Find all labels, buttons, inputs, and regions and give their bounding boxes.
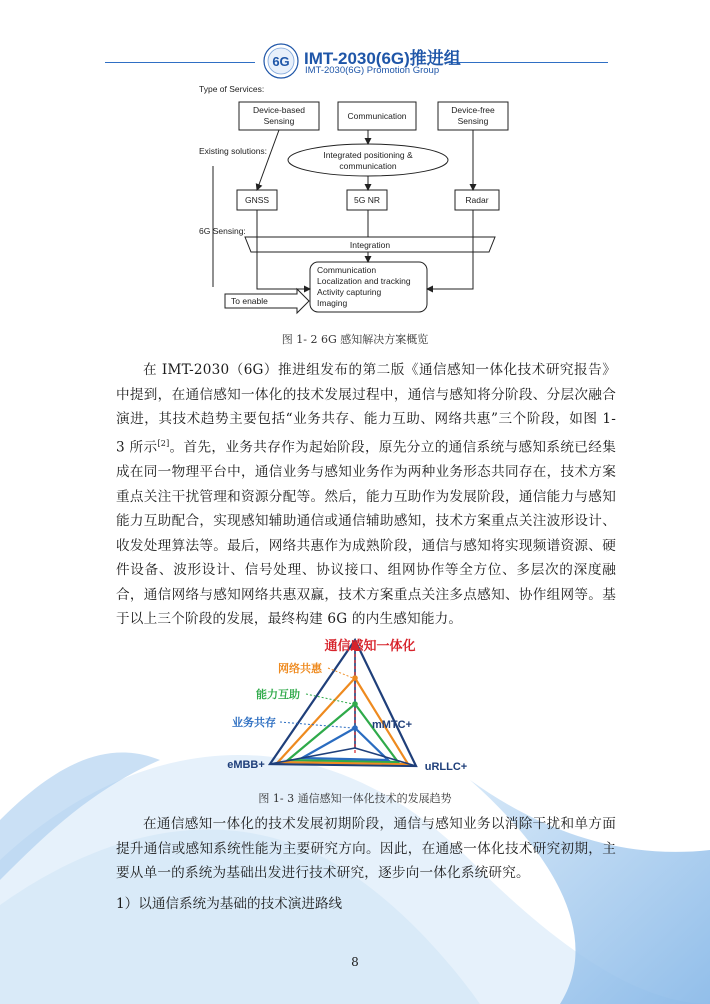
header-title: IMT-2030(6G)推进组: [304, 49, 461, 68]
sensing-solution-diagram: [195, 82, 515, 322]
header-rule-right: [448, 62, 608, 63]
page-number: 8: [351, 955, 359, 969]
stage1-leader: [280, 722, 353, 728]
citation-ref[interactable]: [2]: [157, 438, 170, 448]
stage1-label: 业务共存: [232, 717, 276, 729]
paragraph1-text-after: 。首先，业务共存作为起始阶段，原先分立的通信系统与感知系统已经集成在同一物理平台中，通信业务与感知业务作为两种业务形态共同存在，技术方案重点关注干扰管理和资源分配等。然后，能力互助作为发展阶段，通信能力与感知能力互助配合，实现感知辅助通信或通信辅助感知，技术方案重点关注波形设计、收发处理算法等。最后，网络共惠作为成熟阶段，通信与感知将实现频谱资源、硬件设备、波形设计、信号处理、协议接口、组网协作等全方位、多层次的深度融合，通信网络与感知网络共惠双赢，技术方案重点关注多点感知、协作组网等。基于以上三个阶段的发展，最终构建 6G 的内生感知能力。: [116, 439, 616, 628]
figure2-caption: 图 1- 3 通信感知一体化技术的发展趋势: [258, 792, 452, 805]
integrated-label-1: Integrated positioning &: [323, 150, 413, 160]
stage3-marker: [352, 675, 358, 681]
stage2-label: 能力互助: [256, 689, 300, 701]
logo-text: 6G: [272, 54, 290, 69]
integration-label: Integration: [349, 240, 391, 250]
body-paragraph-1: [116, 358, 616, 632]
communication-label: Communication: [347, 111, 407, 121]
integrated-positioning-ellipse: [288, 144, 448, 176]
integration-trend-diagram: [218, 628, 498, 780]
device-free-label-2: Sensing: [457, 116, 489, 126]
stage2-marker: [352, 701, 358, 707]
imt-2030-logo: [262, 42, 300, 80]
device-based-label-2: Sensing: [263, 116, 295, 126]
label-existing-solutions: Existing solutions:: [199, 146, 268, 156]
header-rule-left: [105, 62, 255, 63]
apex-label: 通信感知一体化: [324, 638, 416, 653]
radar-label: Radar: [465, 195, 489, 205]
device-based-label-1: Device-based: [253, 105, 305, 115]
paragraph1-text: 在 IMT-2030（6G）推进组发布的第二版《通信感知一体化技术研究报告》中提到，在通信感知一体化的技术发展过程中，通信与感知将分阶段、分层次融合演进，其技术趋势主要包括“业务共存、能力互助、网络共惠”三个阶段，如图 1- 3 所示: [116, 362, 616, 456]
capability-communication: Communication: [317, 265, 377, 275]
capability-activity: Activity capturing: [317, 287, 382, 297]
header-subtitle: IMT-2030(6G) Promotion Group: [305, 65, 440, 76]
gnss-label: GNSS: [244, 195, 270, 205]
stage1-marker: [352, 725, 358, 731]
urllc-label: uRLLC+: [424, 761, 468, 773]
to-enable-label: To enable: [231, 296, 268, 306]
device-free-label-1: Device-free: [451, 105, 495, 115]
integrated-label-2: communication: [339, 161, 397, 171]
capability-localization: Localization and tracking: [317, 276, 411, 286]
mmtc-label: mMTC+: [371, 719, 413, 731]
label-type-of-services: Type of Services:: [199, 84, 265, 94]
embb-label: eMBB+: [227, 759, 265, 771]
list-item: 1）以通信系统为基础的技术演进路线: [116, 896, 343, 912]
stage3-label: 网络共惠: [278, 663, 322, 675]
nr-label: 5G NR: [354, 195, 380, 205]
capability-imaging: Imaging: [317, 298, 348, 308]
body-paragraph-2: 在通信感知一体化的技术发展初期阶段，通信与感知业务以消除干扰和单方面提升通信或感知系统性能为主要研究方向。因此，在通感一体化技术研究初期，主要从单一的系统为基础出发进行技术研究，逐步向一体化系统研究。: [116, 816, 616, 882]
label-6g-sensing: 6G Sensing:: [199, 226, 246, 236]
figure1-caption: 图 1- 2 6G 感知解决方案概览: [281, 333, 429, 346]
